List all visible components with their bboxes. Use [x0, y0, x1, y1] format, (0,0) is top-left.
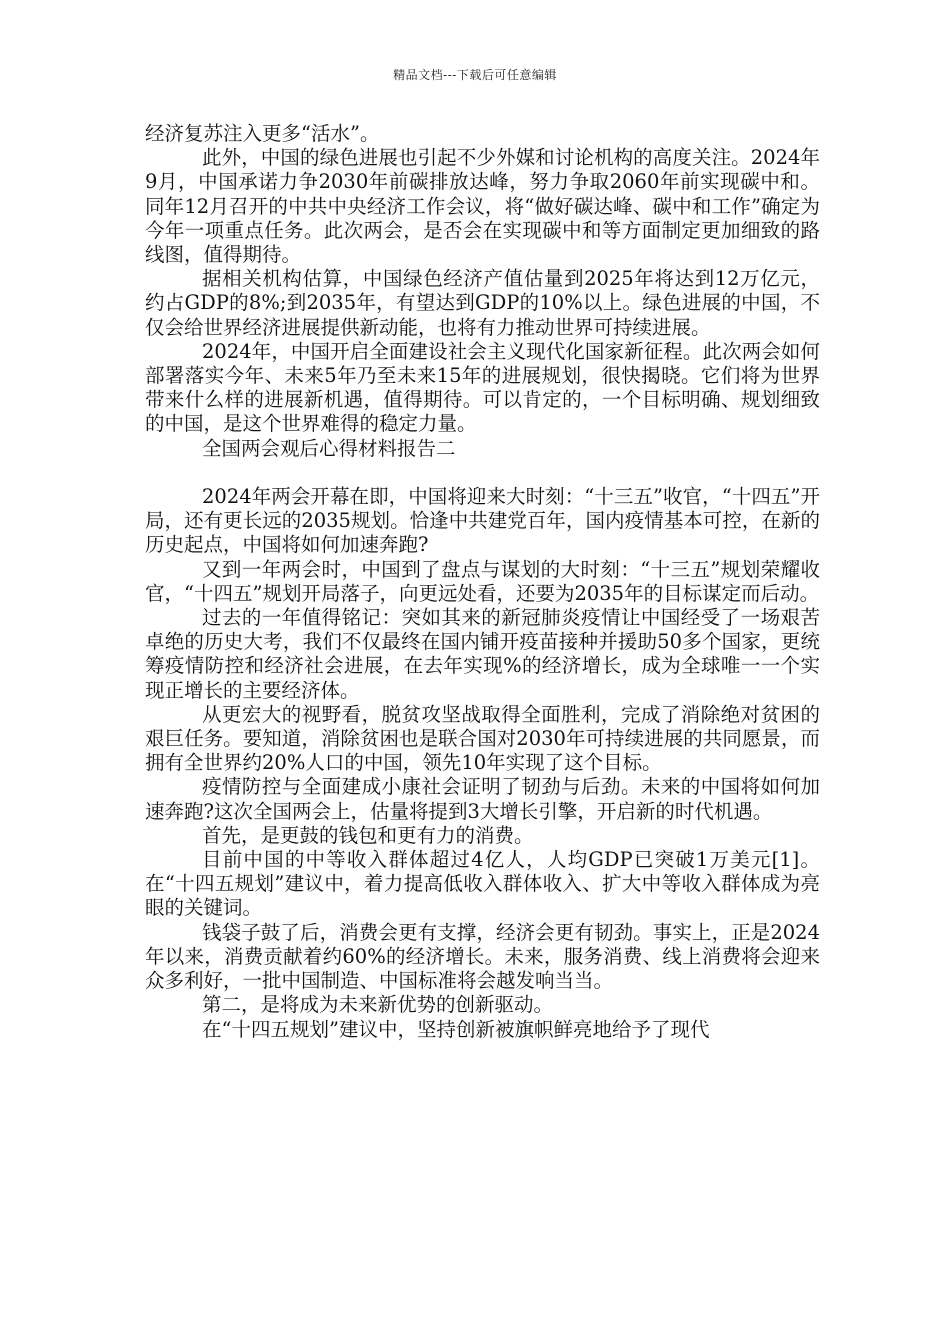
paragraph: 第二，是将成为未来新优势的创新驱动。: [202, 993, 554, 1017]
paragraph: 目前中国的中等收入群体超过4亿人，人均GDP已突破1万美元[1]。在“十四五规划”建议中，着力提高低收入群体收入、扩大中等收入群体成为亮眼的关键词。: [145, 848, 820, 920]
paragraph: 全国两会观后心得材料报告二: [202, 436, 456, 460]
paragraph: 钱袋子鼓了后，消费会更有支撑，经济会更有韧劲。事实上，正是2024年以来，消费贡献着约60%的经济增长。未来，服务消费、线上消费将会迎来众多利好，一批中国制造、中国标准将会越发响当当。: [145, 920, 820, 993]
blank-line: [145, 461, 820, 485]
paragraph: 从更宏大的视野看，脱贫攻坚战取得全面胜利，完成了消除绝对贫困的艰巨任务。要知道，消除贫困也是联合国对2030年可持续进展的共同愿景，而拥有全世界约20%人口的中国，领先10年实现了这个目标。: [145, 702, 820, 775]
paragraph: 经济复苏注入更多“活水”。: [145, 122, 380, 145]
page-header: 精品文档---下载后可任意编辑: [393, 68, 557, 82]
document-body: [145, 122, 820, 1042]
paragraph: 此外，中国的绿色进展也引起不少外媒和讨论机构的高度关注。2024年9月，中国承诺力争2030年前碳排放达峰，努力争取2060年前实现碳中和。同年12月召开的中共中央经济工作会议，将“做好碳达峰、碳中和工作”确定为今年一项重点任务。此次两会，是否会在实现碳中和等方面制定更加细致的路线图，值得期待。: [145, 146, 820, 267]
paragraph: 又到一年两会时，中国到了盘点与谋划的大时刻：“十三五”规划荣耀收官，“十四五”规划开局落子，向更远处看，还要为2035年的目标谋定而后动。: [145, 557, 820, 605]
paragraph: 首先，是更鼓的钱包和更有力的消费。: [202, 823, 534, 847]
paragraph: 在“十四五规划”建议中，坚持创新被旗帜鲜亮地给予了现代: [202, 1017, 710, 1041]
paragraph: 2024年两会开幕在即，中国将迎来大时刻：“十三五”收官，“十四五”开局，还有更长远的2035规划。恰逢中共建党百年，国内疫情基本可控，在新的历史起点，中国将如何加速奔跑?: [145, 485, 820, 557]
paragraph: 疫情防控与全面建成小康社会证明了韧劲与后劲。未来的中国将如何加速奔跑?这次全国两会上，估量将提到3大增长引擎，开启新的时代机遇。: [145, 775, 820, 823]
paragraph: 过去的一年值得铭记：突如其来的新冠肺炎疫情让中国经受了一场艰苦卓绝的历史大考，我们不仅最终在国内铺开疫苗接种并援助50多个国家，更统筹疫情防控和经济社会进展，在去年实现%的经济增长，成为全球唯一一个实现正增长的主要经济体。: [145, 606, 820, 702]
paragraph: 据相关机构估算，中国绿色经济产值估量到2025年将达到12万亿元，约占GDP的8%;到2035年，有望达到GDP的10%以上。绿色进展的中国，不仅会给世界经济进展提供新动能，也将有力推动世界可持续进展。: [145, 267, 820, 339]
paragraph: 2024年，中国开启全面建设社会主义现代化国家新征程。此次两会如何部署落实今年、未来5年乃至未来15年的进展规划，很快揭晓。它们将为世界带来什么样的进展新机遇，值得期待。可以肯定的，一个目标明确、规划细致的中国，是这个世界难得的稳定力量。: [145, 339, 820, 436]
